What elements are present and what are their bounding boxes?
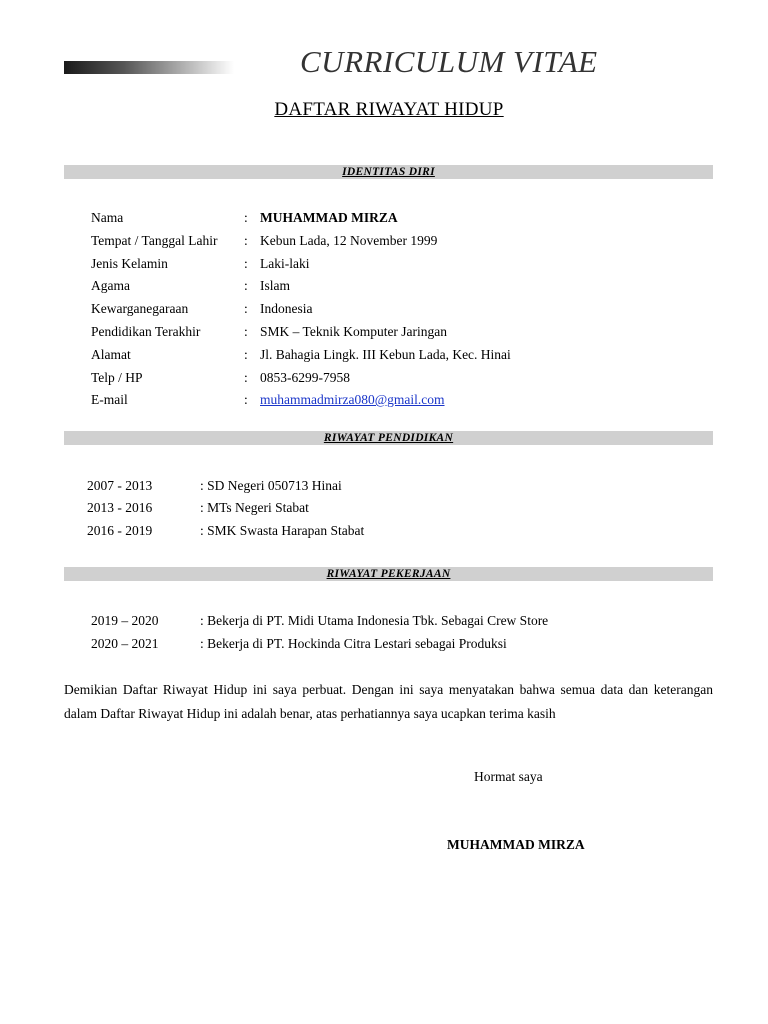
closing-statement: Demikian Daftar Riwayat Hidup ini saya perbuat. Dengan ini saya menyatakan bahwa semua data dan keterangan dalam Daftar Riwayat Hidup ini adalah benar, atas perhatiannya saya ucapkan terima kasih [64, 682, 713, 721]
identity-value-nationality: Indonesia [260, 301, 313, 316]
education-school: : SD Negeri 050713 Hinai [200, 478, 342, 493]
work-description: : Bekerja di PT. Hockinda Citra Lestari sebagai Produksi [200, 636, 507, 651]
identity-value-education: SMK – Teknik Komputer Jaringan [260, 324, 448, 339]
identity-colon: : [244, 392, 248, 407]
section-header-label: IDENTITAS DIRI [342, 166, 435, 178]
identity-colon: : [244, 278, 248, 293]
education-school: : MTs Negeri Stabat [200, 500, 309, 515]
identity-label-nationality: Kewarganegaraan [91, 301, 189, 316]
document-subtitle: DAFTAR RIWAYAT HIDUP [274, 99, 504, 120]
identity-value-gender: Laki-laki [260, 256, 310, 271]
education-years: 2016 - 2019 [87, 523, 153, 538]
section-header-label: RIWAYAT PEKERJAAN [326, 568, 451, 580]
page-title: CURRICULUM VITAE [300, 44, 598, 79]
identity-label-birth: Tempat / Tanggal Lahir [91, 233, 218, 248]
identity-colon: : [244, 370, 248, 385]
identity-value-phone: 0853-6299-7958 [260, 370, 350, 385]
identity-label-address: Alamat [91, 347, 131, 362]
identity-colon: : [244, 347, 248, 362]
signature-name: MUHAMMAD MIRZA [447, 837, 585, 852]
identity-label-gender: Jenis Kelamin [91, 256, 168, 271]
identity-label-name: Nama [91, 210, 124, 225]
identity-label-religion: Agama [91, 278, 130, 293]
identity-value-email [260, 391, 445, 408]
identity-label-education: Pendidikan Terakhir [91, 324, 201, 339]
section-header-label: RIWAYAT PENDIDIKAN [323, 432, 454, 444]
education-years: 2013 - 2016 [87, 500, 153, 515]
identity-value-birth: Kebun Lada, 12 November 1999 [260, 233, 438, 248]
identity-label-phone: Telp / HP [91, 370, 143, 385]
education-years: 2007 - 2013 [87, 478, 153, 493]
education-school: : SMK Swasta Harapan Stabat [200, 523, 365, 538]
work-description: : Bekerja di PT. Midi Utama Indonesia Tbk. Sebagai Crew Store [200, 613, 549, 628]
identity-label-email: E-mail [91, 392, 128, 407]
section-header-education [64, 431, 713, 445]
identity-value-religion: Islam [260, 278, 290, 293]
signature-greeting: Hormat saya [474, 769, 543, 784]
section-header-identity [64, 165, 713, 179]
section-header-work [64, 567, 713, 581]
decorative-gradient-bar [64, 61, 234, 74]
identity-colon: : [244, 233, 248, 248]
work-years: 2019 – 2020 [91, 613, 159, 628]
identity-colon: : [244, 210, 248, 225]
identity-value-address: Jl. Bahagia Lingk. III Kebun Lada, Kec. Hinai [260, 347, 511, 362]
identity-colon: : [244, 301, 248, 316]
identity-colon: : [244, 324, 248, 339]
email-link[interactable]: muhammadmirza080@gmail.com [260, 392, 445, 407]
work-years: 2020 – 2021 [91, 636, 159, 651]
identity-colon: : [244, 256, 248, 271]
identity-value-name: MUHAMMAD MIRZA [260, 210, 398, 225]
